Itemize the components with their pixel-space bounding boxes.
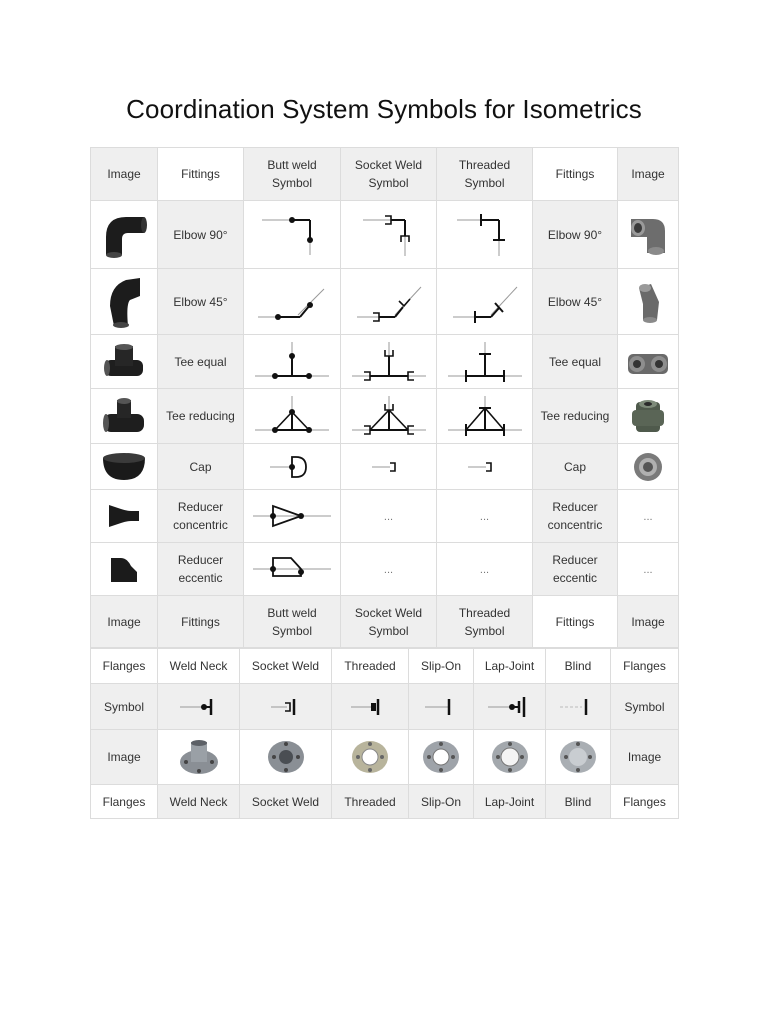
- slip-on-image: [409, 730, 474, 785]
- fitting-label-right: Elbow 90°: [533, 201, 618, 269]
- socket-weld-flange-symbol-icon: [261, 696, 311, 718]
- socket-weld-cap-icon: [364, 457, 414, 477]
- butt-weld-symbol: [244, 444, 341, 490]
- tee-equal-forged-steel-icon: [625, 344, 671, 380]
- fitting-label-right: Elbow 45°: [533, 269, 618, 335]
- socket-weld-tee-equal-icon: [348, 340, 430, 384]
- footer-socket-weld: Socket Weld Symbol: [341, 596, 437, 648]
- table-row: [91, 444, 679, 490]
- elbow-90-forged-steel-icon: [627, 213, 669, 257]
- table-row: [91, 389, 679, 444]
- fittings-table: [90, 147, 679, 648]
- socket-weld-tee-reducing-icon: [348, 394, 430, 438]
- socket-weld-elbow-45-icon: [349, 277, 429, 327]
- slip-on-flange-symbol-icon: [419, 696, 463, 718]
- butt-weld-symbol: [244, 335, 341, 389]
- threaded-tee-reducing-icon: [444, 394, 526, 438]
- table-row: [91, 543, 679, 596]
- header-image-right: Image: [618, 148, 679, 201]
- elbow-90-black-image: [91, 201, 158, 269]
- threaded-symbol: [437, 444, 533, 490]
- fitting-label: Cap: [158, 444, 244, 490]
- cap-steel-image: [618, 444, 679, 490]
- socket-weld-symbol: [341, 389, 437, 444]
- fittings-header-row: [91, 148, 679, 201]
- elbow-45-black-image: [91, 269, 158, 335]
- footer-image-right: Image: [618, 596, 679, 648]
- reducer-concentric-black-icon: [109, 499, 139, 533]
- elbow-45-black-icon: [104, 276, 144, 328]
- flange-types-row: [91, 649, 679, 684]
- elbow-45-forged-steel-icon: [633, 280, 663, 324]
- flanges-label-right: Flanges: [611, 649, 679, 684]
- threaded-cap-icon: [460, 457, 510, 477]
- threaded-elbow-90-icon: [445, 210, 525, 260]
- header-fittings: Fittings: [158, 148, 244, 201]
- image-label-right: Image: [611, 730, 679, 785]
- cap-forged-steel-icon: [632, 451, 664, 483]
- flange-lap-joint: Lap-Joint: [474, 785, 546, 819]
- butt-weld-elbow-45-icon: [252, 277, 332, 327]
- tee-reducing-steel-image: [618, 389, 679, 444]
- threaded-na: ...: [437, 490, 533, 543]
- butt-weld-reducer-eccentric-icon: [249, 554, 335, 584]
- flange-threaded: Threaded: [332, 785, 409, 819]
- lap-joint-flange-symbol: [474, 684, 546, 730]
- header-butt-weld: Butt weld Symbol: [244, 148, 341, 201]
- lap-joint-flange-symbol-icon: [484, 695, 536, 719]
- flange-slip-on: Slip-On: [409, 649, 474, 684]
- flange-threaded: Threaded: [332, 649, 409, 684]
- socket-weld-na: ...: [341, 490, 437, 543]
- tee-reducing-black-icon: [100, 394, 148, 438]
- threaded-symbol: [437, 335, 533, 389]
- threaded-tee-equal-icon: [444, 340, 526, 384]
- flange-socket-weld: Socket Weld: [240, 649, 332, 684]
- footer-image: Image: [91, 596, 158, 648]
- socket-weld-flange-symbol: [240, 684, 332, 730]
- reducer-eccentric-black-icon: [107, 554, 141, 584]
- elbow-45-steel-image: [618, 269, 679, 335]
- reducer-eccentric-steel-na: ...: [618, 543, 679, 596]
- socket-weld-na: ...: [341, 543, 437, 596]
- header-socket-weld: Socket Weld Symbol: [341, 148, 437, 201]
- fitting-label-right: Cap: [533, 444, 618, 490]
- fitting-label: Tee equal: [158, 335, 244, 389]
- blind-flange-icon: [558, 739, 598, 775]
- flanges-label: Flanges: [91, 785, 158, 819]
- fitting-label: Tee reducing: [158, 389, 244, 444]
- lap-joint-flange-icon: [490, 739, 530, 775]
- header-image: Image: [91, 148, 158, 201]
- weld-neck-image: [158, 730, 240, 785]
- footer-threaded: Threaded Symbol: [437, 596, 533, 648]
- butt-weld-tee-reducing-icon: [251, 394, 333, 438]
- butt-weld-symbol: [244, 389, 341, 444]
- butt-weld-cap-icon: [262, 452, 322, 482]
- socket-weld-image: [240, 730, 332, 785]
- flange-slip-on: Slip-On: [409, 785, 474, 819]
- cap-black-icon: [100, 452, 148, 482]
- butt-weld-elbow-90-icon: [252, 210, 332, 260]
- page-title: Coordination System Symbols for Isometrics: [126, 94, 642, 124]
- weld-neck-symbol: [158, 684, 240, 730]
- threaded-symbol: [437, 201, 533, 269]
- threaded-image: [332, 730, 409, 785]
- butt-weld-symbol: [244, 201, 341, 269]
- flanges-table: [90, 648, 679, 819]
- table-row: [91, 269, 679, 335]
- elbow-90-black-icon: [100, 211, 148, 259]
- socket-weld-elbow-90-icon: [349, 210, 429, 260]
- blind-flange-symbol-icon: [556, 696, 600, 718]
- fitting-label: Elbow 90°: [158, 201, 244, 269]
- slip-on-flange-icon: [421, 739, 461, 775]
- lap-joint-image: [474, 730, 546, 785]
- cap-black-image: [91, 444, 158, 490]
- butt-weld-reducer-concentric-icon: [249, 501, 335, 531]
- tee-equal-black-image: [91, 335, 158, 389]
- flange-types-footer-row: [91, 785, 679, 819]
- threaded-symbol: [437, 389, 533, 444]
- threaded-flange-symbol: [332, 684, 409, 730]
- flange-lap-joint: Lap-Joint: [474, 649, 546, 684]
- footer-butt-weld: Butt weld Symbol: [244, 596, 341, 648]
- image-label: Image: [91, 730, 158, 785]
- butt-weld-tee-equal-icon: [251, 340, 333, 384]
- tee-reducing-black-image: [91, 389, 158, 444]
- table-row: [91, 490, 679, 543]
- flanges-label-right: Flanges: [611, 785, 679, 819]
- threaded-na: ...: [437, 543, 533, 596]
- butt-weld-symbol: [244, 490, 341, 543]
- header-fittings-right: Fittings: [533, 148, 618, 201]
- threaded-symbol: [437, 269, 533, 335]
- weld-neck-flange-icon: [178, 738, 220, 776]
- flange-image-row: [91, 730, 679, 785]
- reducer-concentric-steel-na: ...: [618, 490, 679, 543]
- header-threaded: Threaded Symbol: [437, 148, 533, 201]
- symbol-label: Symbol: [91, 684, 158, 730]
- socket-weld-symbol: [341, 201, 437, 269]
- elbow-90-steel-image: [618, 201, 679, 269]
- flange-blind: Blind: [546, 785, 611, 819]
- flange-weld-neck: Weld Neck: [158, 785, 240, 819]
- flange-symbol-row: [91, 684, 679, 730]
- reducer-concentric-image: [91, 490, 158, 543]
- blind-image: [546, 730, 611, 785]
- fitting-label: Elbow 45°: [158, 269, 244, 335]
- symbol-label-right: Symbol: [611, 684, 679, 730]
- socket-weld-symbol: [341, 335, 437, 389]
- threaded-flange-symbol-icon: [345, 696, 395, 718]
- fitting-label-right: Reducer eccentic: [533, 543, 618, 596]
- tee-reducing-forged-steel-icon: [630, 396, 666, 436]
- fitting-label-right: Tee equal: [533, 335, 618, 389]
- footer-fittings-right: Fittings: [533, 596, 618, 648]
- tee-equal-black-icon: [101, 342, 147, 382]
- socket-weld-symbol: [341, 269, 437, 335]
- weld-neck-flange-symbol-icon: [174, 696, 224, 718]
- flange-socket-weld: Socket Weld: [240, 785, 332, 819]
- table-row: [91, 201, 679, 269]
- reducer-eccentric-image: [91, 543, 158, 596]
- slip-on-flange-symbol: [409, 684, 474, 730]
- butt-weld-symbol: [244, 543, 341, 596]
- fitting-label: Reducer eccentic: [158, 543, 244, 596]
- fitting-label-right: Tee reducing: [533, 389, 618, 444]
- socket-weld-flange-icon: [266, 739, 306, 775]
- fitting-label-right: Reducer concentric: [533, 490, 618, 543]
- flange-blind: Blind: [546, 649, 611, 684]
- threaded-elbow-45-icon: [445, 277, 525, 327]
- socket-weld-symbol: [341, 444, 437, 490]
- flange-weld-neck: Weld Neck: [158, 649, 240, 684]
- blind-flange-symbol: [546, 684, 611, 730]
- butt-weld-symbol: [244, 269, 341, 335]
- fittings-footer-row: [91, 596, 679, 648]
- footer-fittings: Fittings: [158, 596, 244, 648]
- flanges-label: Flanges: [91, 649, 158, 684]
- table-row: [91, 335, 679, 389]
- fitting-label: Reducer concentric: [158, 490, 244, 543]
- tee-equal-steel-image: [618, 335, 679, 389]
- threaded-flange-icon: [350, 739, 390, 775]
